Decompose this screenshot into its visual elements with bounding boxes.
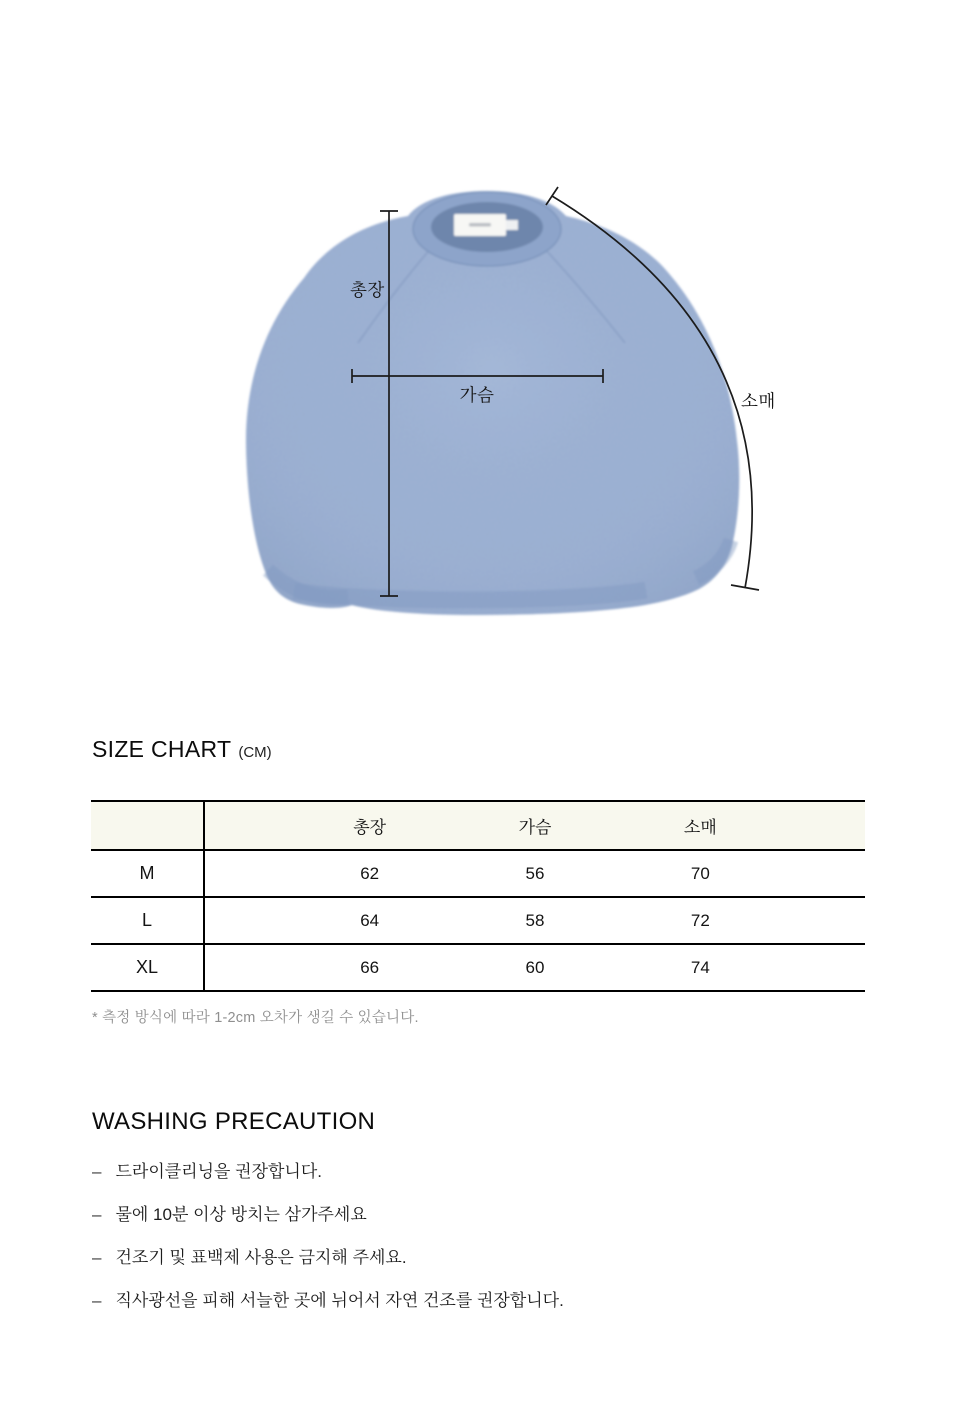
size-label-m: M	[91, 851, 205, 896]
washing-item-text: 건조기 및 표백제 사용은 금지해 주세요.	[115, 1248, 407, 1267]
size-chart-unit: (CM)	[238, 744, 272, 761]
column-header-length: 총장	[353, 818, 387, 837]
value-m-sleeve: 70	[690, 863, 710, 883]
table-row-xl	[91, 945, 865, 992]
washing-item-text: 드라이클리닝을 권장합니다.	[115, 1162, 322, 1181]
value-m-chest: 56	[525, 863, 545, 883]
size-tab	[506, 220, 518, 230]
list-item	[92, 1160, 564, 1184]
list-dash: –	[92, 1162, 102, 1181]
size-label-l: L	[91, 898, 205, 943]
list-dash: –	[92, 1205, 102, 1224]
sweater-measurement-diagram	[200, 150, 820, 650]
table-row-l	[91, 898, 865, 945]
value-xl-chest: 60	[525, 957, 545, 977]
size-chart-table	[91, 800, 865, 992]
measurement-tolerance-note: * 측정 방식에 따라 1-2cm 오차가 생길 수 있습니다.	[92, 1010, 419, 1026]
washing-precaution-list	[92, 1160, 564, 1332]
brand-label-print	[469, 223, 491, 227]
value-l-sleeve: 72	[690, 910, 710, 930]
column-header-chest: 가슴	[518, 818, 552, 837]
value-m-length: 62	[360, 863, 380, 883]
size-label-xl: XL	[91, 945, 205, 990]
list-dash: –	[92, 1291, 102, 1310]
sleeve-measure-label: 소매	[741, 391, 776, 411]
length-measure-label: 총장	[350, 280, 385, 300]
sleeve-curve-top-tick	[546, 187, 558, 205]
washing-precaution-title: WASHING PRECAUTION	[92, 1108, 376, 1135]
list-dash: –	[92, 1248, 102, 1267]
value-xl-sleeve: 74	[690, 957, 710, 977]
value-l-length: 64	[360, 910, 380, 930]
washing-item-text: 물에 10분 이상 방치는 삼가주세요	[115, 1205, 367, 1224]
value-xl-length: 66	[360, 957, 380, 977]
list-item	[92, 1203, 564, 1227]
washing-item-text: 직사광선을 피해 서늘한 곳에 뉘어서 자연 건조를 권장합니다.	[115, 1291, 564, 1310]
list-item	[92, 1246, 564, 1270]
column-header-sleeve: 소매	[683, 818, 717, 837]
list-item	[92, 1289, 564, 1313]
size-chart-corner-cell	[91, 802, 205, 849]
value-l-chest: 58	[525, 910, 545, 930]
size-chart-title	[92, 736, 272, 763]
size-chart-header-row	[91, 802, 865, 851]
size-chart-title-text: SIZE CHART	[92, 736, 232, 762]
chest-measure-label: 가슴	[459, 385, 495, 405]
table-row-m	[91, 851, 865, 898]
